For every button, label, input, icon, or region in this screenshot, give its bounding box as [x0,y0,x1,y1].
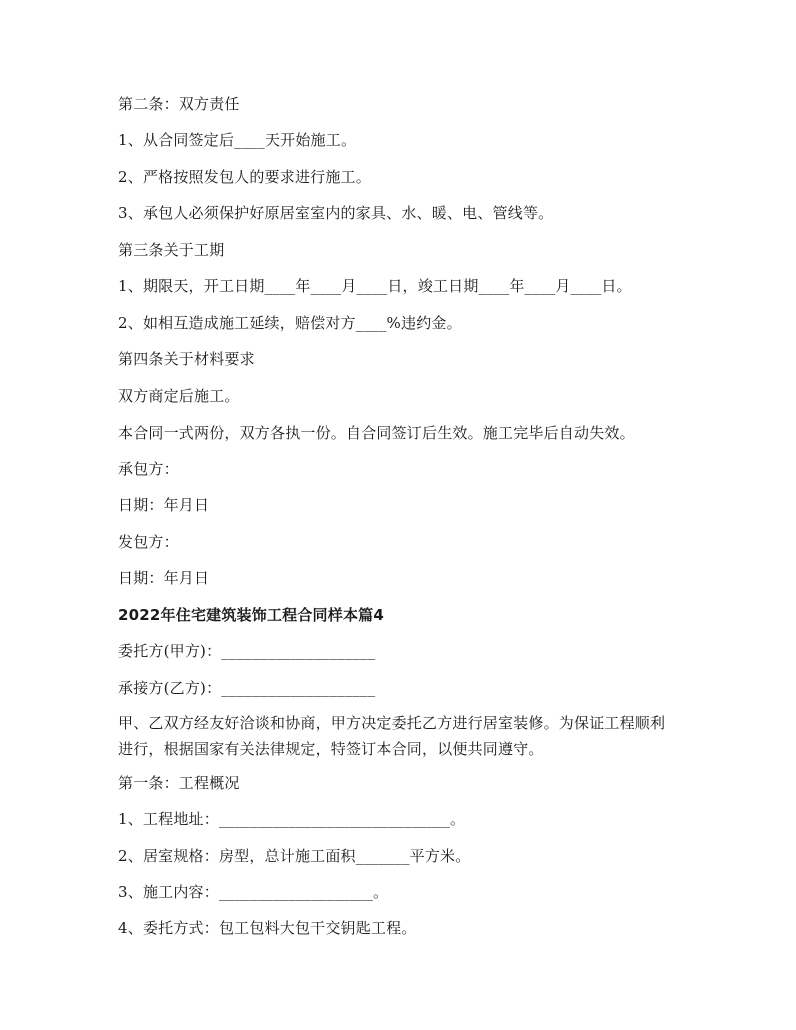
clause-text: 1、从合同签定后____天开始施工。 [118,131,357,149]
clause-text: 2、如相互造成施工延续，赔偿对方____%违约金。 [118,314,462,332]
clause-text: 2、严格按照发包人的要求进行施工。 [118,168,371,186]
article-2-heading: 第二条：双方责任 [118,95,240,113]
party-a-field: 委托方(甲方)：____________________ [118,642,376,660]
clause-text: 2、居室规格：房型，总计施工面积_______平方米。 [118,847,471,865]
clause-text: 3、承包人必须保护好原居室室内的家具、水、暖、电、管线等。 [118,204,554,222]
date-label: 日期：年月日 [118,496,210,514]
article-3-heading: 第三条关于工期 [118,241,225,259]
article-1-heading: 第一条：工程概况 [118,774,240,792]
date-label: 日期：年月日 [118,569,210,587]
client-label: 发包方： [118,533,179,551]
clause-text: 1、工程地址：______________________________。 [118,810,466,828]
contractor-label: 承包方： [118,460,179,478]
party-b-field: 承接方(乙方)：____________________ [118,679,376,697]
article-4-heading: 第四条关于材料要求 [118,350,255,368]
clause-text: 双方商定后施工。 [118,387,240,405]
clause-text: 本合同一式两份，双方各执一份。自合同签订后生效。施工完毕后自动失效。 [118,424,635,442]
intro-paragraph: 甲、乙双方经友好洽谈和协商，甲方决定委托乙方进行居室装修。为保证工程顺利进行，根据国家有关法律规定，特签订本合同，以便共同遵守。 [118,714,666,758]
clause-text: 3、施工内容：____________________。 [118,883,389,901]
clause-text: 1、期限天，开工日期____年____月____日，竣工日期____年____月____日。 [118,277,632,295]
section-title: 2022年住宅建筑装饰工程合同样本篇4 [118,606,384,624]
clause-text: 4、委托方式：包工包料大包干交钥匙工程。 [118,919,417,937]
